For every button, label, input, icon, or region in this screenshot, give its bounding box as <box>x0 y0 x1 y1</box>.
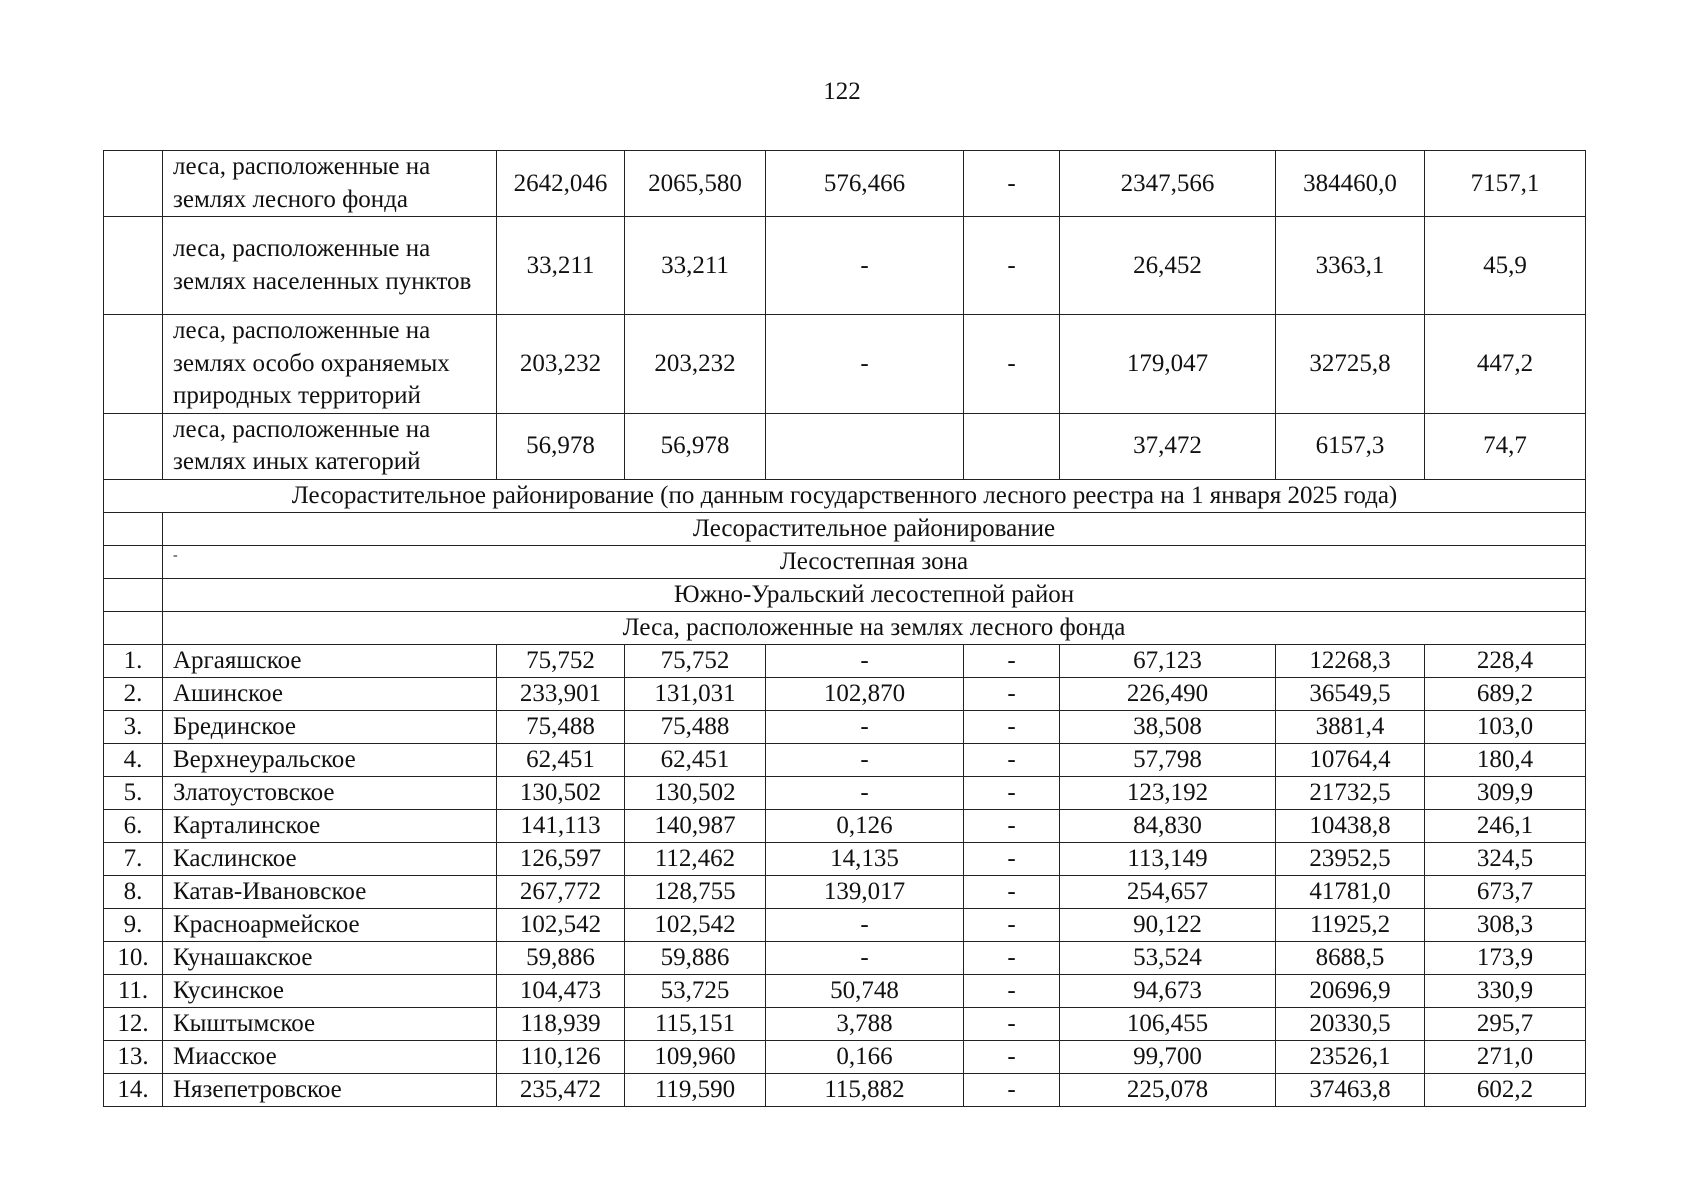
forest-table <box>103 150 1586 1107</box>
value-cell: - <box>964 941 1060 974</box>
row-name: Катав-Ивановское <box>163 875 497 908</box>
value-cell: - <box>964 644 1060 677</box>
table-row <box>104 941 1586 974</box>
value-cell <box>964 413 1060 479</box>
section-heading <box>163 545 1586 578</box>
value-cell: 226,490 <box>1060 677 1276 710</box>
value-cell: 128,755 <box>625 875 766 908</box>
value-cell <box>766 413 964 479</box>
value-cell: 75,752 <box>497 644 625 677</box>
value-cell: - <box>964 1007 1060 1040</box>
row-name: леса, расположенные на землях лесного фонда <box>163 151 497 217</box>
table-row <box>104 842 1586 875</box>
value-cell: - <box>964 1073 1060 1106</box>
table-row <box>104 217 1586 315</box>
value-cell: 576,466 <box>766 151 964 217</box>
index-cell <box>104 151 163 217</box>
value-cell: - <box>766 908 964 941</box>
value-cell: 38,508 <box>1060 710 1276 743</box>
row-name: Нязепетровское <box>163 1073 497 1106</box>
table-row <box>104 413 1586 479</box>
value-cell: 102,870 <box>766 677 964 710</box>
row-index: 13. <box>104 1040 163 1073</box>
row-index: 8. <box>104 875 163 908</box>
value-cell: 99,700 <box>1060 1040 1276 1073</box>
row-name: леса, расположенные на землях иных категорий <box>163 413 497 479</box>
value-cell: 235,472 <box>497 1073 625 1106</box>
value-cell: - <box>766 710 964 743</box>
value-cell: 75,752 <box>625 644 766 677</box>
value-cell: 103,0 <box>1425 710 1586 743</box>
value-cell: 131,031 <box>625 677 766 710</box>
row-name: Кунашакское <box>163 941 497 974</box>
row-index: 5. <box>104 776 163 809</box>
value-cell: - <box>964 974 1060 1007</box>
value-cell: 74,7 <box>1425 413 1586 479</box>
value-cell: 57,798 <box>1060 743 1276 776</box>
row-name: Кыштымское <box>163 1007 497 1040</box>
value-cell: 41781,0 <box>1276 875 1425 908</box>
value-cell: 59,886 <box>497 941 625 974</box>
value-cell: 295,7 <box>1425 1007 1586 1040</box>
value-cell: 2347,566 <box>1060 151 1276 217</box>
value-cell: 10438,8 <box>1276 809 1425 842</box>
table-row <box>104 710 1586 743</box>
value-cell: 23952,5 <box>1276 842 1425 875</box>
value-cell: 84,830 <box>1060 809 1276 842</box>
value-cell: 112,462 <box>625 842 766 875</box>
section-row <box>104 512 1586 545</box>
value-cell: 139,017 <box>766 875 964 908</box>
value-cell: - <box>964 1040 1060 1073</box>
table-row <box>104 875 1586 908</box>
value-cell: 102,542 <box>625 908 766 941</box>
value-cell: 110,126 <box>497 1040 625 1073</box>
table-row <box>104 1073 1586 1106</box>
index-cell <box>104 512 163 545</box>
value-cell: 179,047 <box>1060 315 1276 414</box>
value-cell: - <box>766 217 964 315</box>
value-cell: - <box>964 677 1060 710</box>
value-cell: 0,166 <box>766 1040 964 1073</box>
value-cell: 115,882 <box>766 1073 964 1106</box>
value-cell: 94,673 <box>1060 974 1276 1007</box>
value-cell: - <box>766 644 964 677</box>
value-cell: 2642,046 <box>497 151 625 217</box>
value-cell: 50,748 <box>766 974 964 1007</box>
value-cell: 6157,3 <box>1276 413 1425 479</box>
row-index: 1. <box>104 644 163 677</box>
section-heading-full: Лесорастительное районирование (по данным государственного лесного реестра на 1 января 2025 года) <box>104 479 1586 512</box>
value-cell: 271,0 <box>1425 1040 1586 1073</box>
value-cell: 26,452 <box>1060 217 1276 315</box>
value-cell: 330,9 <box>1425 974 1586 1007</box>
table-row <box>104 315 1586 414</box>
value-cell: 2065,580 <box>625 151 766 217</box>
table-row <box>104 1040 1586 1073</box>
value-cell: - <box>964 809 1060 842</box>
value-cell: 119,590 <box>625 1073 766 1106</box>
page-number: 122 <box>823 78 861 105</box>
table-row <box>104 1007 1586 1040</box>
value-cell: - <box>964 875 1060 908</box>
value-cell: - <box>964 842 1060 875</box>
value-cell: 113,149 <box>1060 842 1276 875</box>
value-cell: 23526,1 <box>1276 1040 1425 1073</box>
value-cell: 130,502 <box>497 776 625 809</box>
value-cell: 37,472 <box>1060 413 1276 479</box>
value-cell: 254,657 <box>1060 875 1276 908</box>
index-cell <box>104 217 163 315</box>
value-cell: 173,9 <box>1425 941 1586 974</box>
value-cell: 33,211 <box>625 217 766 315</box>
value-cell: 203,232 <box>497 315 625 414</box>
section-heading: Леса, расположенные на землях лесного фонда <box>163 611 1586 644</box>
table-row <box>104 809 1586 842</box>
value-cell: 62,451 <box>625 743 766 776</box>
value-cell: 45,9 <box>1425 217 1586 315</box>
value-cell: 602,2 <box>1425 1073 1586 1106</box>
value-cell: - <box>766 776 964 809</box>
value-cell: 106,455 <box>1060 1007 1276 1040</box>
value-cell: 14,135 <box>766 842 964 875</box>
value-cell: 7157,1 <box>1425 151 1586 217</box>
value-cell: 246,1 <box>1425 809 1586 842</box>
row-name: Карталинское <box>163 809 497 842</box>
value-cell: 0,126 <box>766 809 964 842</box>
row-name: Верхнеуральское <box>163 743 497 776</box>
section-mark: - <box>173 547 178 563</box>
index-cell <box>104 611 163 644</box>
section-row <box>104 578 1586 611</box>
value-cell: 12268,3 <box>1276 644 1425 677</box>
row-index: 6. <box>104 809 163 842</box>
value-cell: 203,232 <box>625 315 766 414</box>
value-cell: - <box>964 908 1060 941</box>
value-cell: 673,7 <box>1425 875 1586 908</box>
row-name: Златоустовское <box>163 776 497 809</box>
row-index: 3. <box>104 710 163 743</box>
value-cell: - <box>964 315 1060 414</box>
table-row <box>104 677 1586 710</box>
value-cell: 36549,5 <box>1276 677 1425 710</box>
row-index: 10. <box>104 941 163 974</box>
row-index: 9. <box>104 908 163 941</box>
value-cell: 75,488 <box>497 710 625 743</box>
value-cell: 130,502 <box>625 776 766 809</box>
row-index: 2. <box>104 677 163 710</box>
value-cell: 56,978 <box>497 413 625 479</box>
value-cell: 59,886 <box>625 941 766 974</box>
row-name: Брединское <box>163 710 497 743</box>
row-index: 11. <box>104 974 163 1007</box>
table-row <box>104 776 1586 809</box>
table-row <box>104 908 1586 941</box>
value-cell: 21732,5 <box>1276 776 1425 809</box>
row-name: Каслинское <box>163 842 497 875</box>
value-cell: 447,2 <box>1425 315 1586 414</box>
index-cell <box>104 315 163 414</box>
row-name: Аргаяшское <box>163 644 497 677</box>
section-row <box>104 545 1586 578</box>
value-cell: - <box>964 217 1060 315</box>
value-cell: 32725,8 <box>1276 315 1425 414</box>
value-cell: 141,113 <box>497 809 625 842</box>
value-cell: 3,788 <box>766 1007 964 1040</box>
value-cell: - <box>964 151 1060 217</box>
table-row <box>104 644 1586 677</box>
value-cell: 20696,9 <box>1276 974 1425 1007</box>
value-cell: 56,978 <box>625 413 766 479</box>
row-name: Кусинское <box>163 974 497 1007</box>
value-cell: 324,5 <box>1425 842 1586 875</box>
value-cell: 53,725 <box>625 974 766 1007</box>
value-cell: - <box>766 743 964 776</box>
row-index: 7. <box>104 842 163 875</box>
value-cell: 90,122 <box>1060 908 1276 941</box>
value-cell: - <box>766 315 964 414</box>
value-cell: 37463,8 <box>1276 1073 1425 1106</box>
value-cell: 126,597 <box>497 842 625 875</box>
value-cell: 225,078 <box>1060 1073 1276 1106</box>
value-cell: 180,4 <box>1425 743 1586 776</box>
value-cell: 267,772 <box>497 875 625 908</box>
index-cell <box>104 545 163 578</box>
value-cell: 309,9 <box>1425 776 1586 809</box>
value-cell: 228,4 <box>1425 644 1586 677</box>
value-cell: 308,3 <box>1425 908 1586 941</box>
value-cell: - <box>964 743 1060 776</box>
table-row <box>104 743 1586 776</box>
index-cell <box>104 578 163 611</box>
section-heading-text: Лесостепная зона <box>779 547 969 575</box>
value-cell: 62,451 <box>497 743 625 776</box>
value-cell: 75,488 <box>625 710 766 743</box>
section-heading: Лесорастительное районирование <box>163 512 1586 545</box>
value-cell: - <box>964 710 1060 743</box>
value-cell: 33,211 <box>497 217 625 315</box>
value-cell: 140,987 <box>625 809 766 842</box>
value-cell: 123,192 <box>1060 776 1276 809</box>
section-heading: Южно-Уральский лесостепной район <box>163 578 1586 611</box>
value-cell: 3881,4 <box>1276 710 1425 743</box>
row-name: Красноармейское <box>163 908 497 941</box>
value-cell: 118,939 <box>497 1007 625 1040</box>
table-row <box>104 151 1586 217</box>
value-cell: 104,473 <box>497 974 625 1007</box>
value-cell: 67,123 <box>1060 644 1276 677</box>
row-name: леса, расположенные на землях особо охраняемых природных территорий <box>163 315 497 414</box>
value-cell: 689,2 <box>1425 677 1586 710</box>
value-cell: 20330,5 <box>1276 1007 1425 1040</box>
section-row <box>104 479 1586 512</box>
value-cell: - <box>964 776 1060 809</box>
value-cell: 384460,0 <box>1276 151 1425 217</box>
value-cell: 10764,4 <box>1276 743 1425 776</box>
value-cell: 3363,1 <box>1276 217 1425 315</box>
row-name: Миасское <box>163 1040 497 1073</box>
section-row <box>104 611 1586 644</box>
row-index: 14. <box>104 1073 163 1106</box>
value-cell: 102,542 <box>497 908 625 941</box>
row-name: леса, расположенные на землях населенных пунктов <box>163 217 497 315</box>
value-cell: 109,960 <box>625 1040 766 1073</box>
index-cell <box>104 413 163 479</box>
value-cell: 53,524 <box>1060 941 1276 974</box>
table-row <box>104 974 1586 1007</box>
value-cell: 115,151 <box>625 1007 766 1040</box>
row-index: 4. <box>104 743 163 776</box>
value-cell: 233,901 <box>497 677 625 710</box>
row-name: Ашинское <box>163 677 497 710</box>
value-cell: - <box>766 941 964 974</box>
value-cell: 11925,2 <box>1276 908 1425 941</box>
value-cell: 8688,5 <box>1276 941 1425 974</box>
row-index: 12. <box>104 1007 163 1040</box>
